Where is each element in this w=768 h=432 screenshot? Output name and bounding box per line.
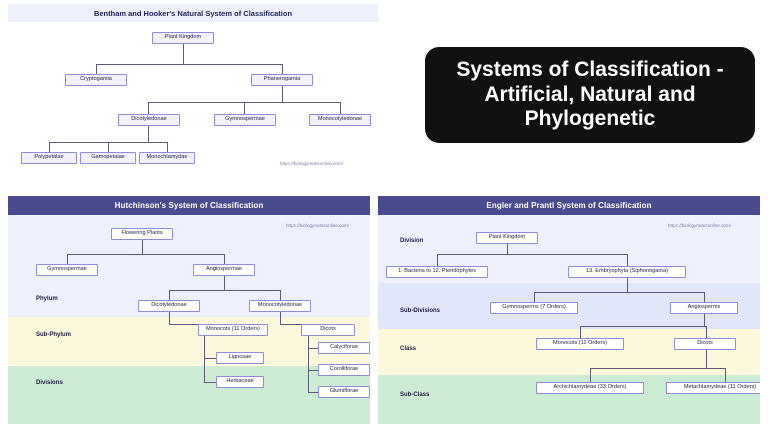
- node-flowering-plants: Flowering Plants: [111, 228, 173, 240]
- node-dicotyledonae: Dicotyledonae: [118, 114, 180, 126]
- connector: [308, 370, 309, 392]
- row-label-class: Class: [400, 346, 417, 352]
- connector: [706, 326, 707, 338]
- node-embryophyta: 13. Embryophyta (Siphonogama): [568, 266, 686, 278]
- node-monocotyledonae: Monocotyledonae: [309, 114, 371, 126]
- node-cryptogamia: Cryptogamia: [65, 74, 127, 86]
- connector: [704, 314, 705, 326]
- connector: [580, 326, 581, 338]
- row-label-division: Division: [400, 238, 424, 244]
- connector: [224, 276, 225, 290]
- node-glumiflorae: Glumiflorae: [318, 386, 370, 398]
- headline-banner: [425, 47, 755, 143]
- hutchinson-panel: [8, 196, 370, 424]
- node-angiospermae: Angiospermae: [193, 264, 255, 276]
- connector: [224, 254, 225, 264]
- connector: [627, 254, 628, 266]
- node-archichlamydeae: Archichlamydeae (33 Orders): [536, 382, 644, 394]
- node-gymnospermae: Gymnospermae: [214, 114, 276, 126]
- connector: [169, 312, 170, 324]
- connector: [244, 102, 245, 114]
- connector: [67, 254, 68, 264]
- connector: [534, 292, 535, 302]
- connector: [590, 368, 591, 382]
- connector: [96, 64, 283, 65]
- node-gamopetalae: Gamopetalae: [80, 152, 136, 164]
- node-monocotyledonae: Monocotyledonae: [249, 300, 311, 312]
- node-calyciforae: Calyciforae: [318, 342, 370, 354]
- connector: [704, 292, 705, 302]
- node-dicots: Dicots: [301, 324, 355, 336]
- bentham-hooker-panel: [8, 4, 378, 180]
- node-dicots: Dicots: [674, 338, 736, 350]
- panel2-title: Hutchinson's System of Classification: [8, 196, 370, 215]
- connector: [183, 44, 184, 64]
- connector: [706, 350, 707, 368]
- connector: [142, 240, 143, 254]
- row-label-sub-class: Sub-Class: [400, 392, 430, 398]
- node-monocots-11-orders: Monocots (11 Orders): [536, 338, 624, 350]
- connector: [590, 368, 725, 369]
- connector: [534, 292, 704, 293]
- headline-text: Systems of Classification - Artificial, Natural and Phylogenetic: [456, 58, 724, 131]
- connector: [167, 142, 168, 152]
- watermark: https://biologynotesonline.com/: [280, 161, 344, 166]
- node-gymnospermae: Gymnospermae: [36, 264, 98, 276]
- node-herbaceae: Herbaceae: [216, 376, 264, 388]
- row-label-sub-divisions: Sub-Divisions: [400, 308, 441, 314]
- connector: [627, 278, 628, 292]
- connector: [308, 348, 309, 370]
- node-corolliforae: Corolliforae: [318, 364, 370, 376]
- connector: [437, 254, 627, 255]
- node-plant-kingdom: Plant Kingdom: [152, 32, 214, 44]
- connector: [108, 142, 109, 152]
- connector: [49, 142, 50, 152]
- row-label-divisions: Divisions: [36, 380, 63, 386]
- panel3-title: Engler and Prantl System of Classification: [378, 196, 760, 215]
- connector: [437, 254, 438, 266]
- node-gymnosperms-7-orders: Gymnosperms (7 Orders): [490, 302, 578, 314]
- panel1-title: Bentham and Hooker's Natural System of Classification: [8, 4, 378, 22]
- node-dicotyledonae: Dicotyledonae: [138, 300, 200, 312]
- connector: [282, 86, 283, 102]
- engler-prantl-panel: [378, 196, 760, 424]
- row-label-sub-phylum: Sub-Phylum: [36, 332, 72, 338]
- node-lignosae: Lignosae: [216, 352, 264, 364]
- connector: [340, 102, 341, 114]
- connector: [580, 326, 706, 327]
- watermark: https://biologynotesonline.com/: [668, 223, 732, 228]
- connector: [280, 312, 281, 324]
- connector: [67, 254, 224, 255]
- node-phanerogamia: Phanerogamia: [251, 74, 313, 86]
- band-divisions: [8, 366, 370, 424]
- watermark: https://biologynotesonline.com/: [286, 223, 350, 228]
- node-plant-kingdom: Plant Kingdom: [476, 232, 538, 244]
- node-monochlamydae: Monochlamydae: [139, 152, 195, 164]
- connector: [148, 126, 149, 142]
- connector: [204, 358, 205, 382]
- connector: [308, 336, 309, 348]
- connector: [507, 244, 508, 254]
- connector: [148, 102, 149, 114]
- node-metachlamydeae: Metachlamydeae (11 Orders): [666, 382, 760, 394]
- row-label-phylum: Phylum: [36, 296, 58, 302]
- connector: [725, 368, 726, 382]
- connector: [169, 290, 170, 300]
- node-monocots-11-orders: Monocots (11 Orders): [198, 324, 268, 336]
- node-angiosperms: Angiosperms: [670, 302, 738, 314]
- connector: [280, 290, 281, 300]
- connector: [204, 336, 205, 358]
- connector: [96, 64, 97, 74]
- connector: [282, 64, 283, 74]
- node-bacteria-to-pteridophytes: 1. Bacteria to 12. Pteridophytes: [386, 266, 488, 278]
- node-polypetalae: Polypetalae: [21, 152, 77, 164]
- connector: [169, 290, 280, 291]
